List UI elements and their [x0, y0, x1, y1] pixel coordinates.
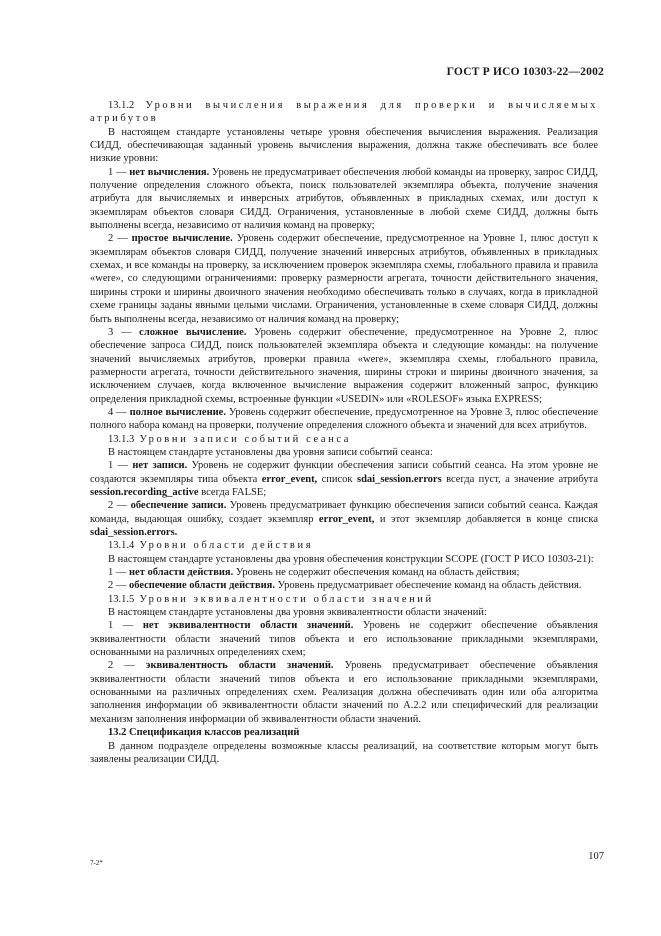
page-number: 107: [588, 851, 604, 862]
paragraph-intro-evaluation-levels: В настоящем стандарте установлены четыре уровня обеспечения вычисления выражения. Реализация СИДД, обеспечивающая заданный уровень вычисления выражения, должна также обеспечивать все более низкие уровни:: [90, 126, 598, 165]
list-item-no-scope: 1 — нет области действия. Уровень не содержит обеспечения команд на область действия;: [108, 567, 520, 579]
list-item-no-recording: 1 — нет записи. Уровень не содержит функции обеспечения записи событий сеанса. На этом уровне не создаются экземпляры типа объекта error_event, список sdai_session.errors всегда пуст, а значение атрибута session.recording_active всегда FALSE;: [90, 460, 598, 498]
subsection-heading-13-1-4: 13.1.4 Уровни области действия: [108, 540, 314, 552]
subsection-heading-13-1-5: 13.1.5 Уровни эквивалентности области значений: [108, 593, 434, 605]
subsection-heading-13-1-3: 13.1.3 Уровни записи событий сеанса: [108, 433, 351, 445]
list-item-simple-evaluation: 2 — простое вычисление. Уровень содержит обеспечение, предусмотренное на Уровне 1, плюс доступ к экземплярам объектов словаря СИДД, получение значений инверсных атрибутов, объявленных в прикладных схемах, и все команды на проверку, за исключением проверок экземпляра схемы, глобального правила и правила «were», со следующими ограничениями: проверку размерности агрегата, точности действительного значения, ширины строки и ширины двоичного значения необходимо обеспечивать только в случаях, когда в прикладной схеме границы заданы явными целыми числами. Ограничения, установленные в схеме словаря СИДД, должны быть выполнены всегда, независимо от наличия команд на проверку;: [90, 233, 598, 325]
list-item-no-evaluation: 1 — нет вычисления. Уровень не предусматривает обеспечения любой команды на проверку, запрос СИДД, получение определения сложного объекта, поиск пользователей экземпляра объекта, получение значения атрибута для вычисляемых и инверсных атрибутов, объявленных в прикладных схемах, или доступ к экземплярам объектов словаря СИДД. Ограничения, установленные в любой схеме СИДД, должны быть выполнены всегда, независимо от наличия команд на проверку;: [90, 166, 599, 232]
subsection-heading-13-1-2: 13.1.2 Уровни вычисления выражения для проверки и вычисляемых атрибутов: [90, 100, 598, 125]
paragraph-intro-scope-levels: В настоящем стандарте установлены два уровня обеспечения конструкции SCOPE (ГОСТ Р ИСО 10303-21):: [108, 553, 594, 565]
paragraph-intro-domain-equivalence: В настоящем стандарте установлены два уровня эквивалентности области значений:: [108, 607, 487, 619]
footer-signature-mark: 7-2*: [90, 859, 103, 867]
list-item-no-domain-equivalence: 1 — нет эквивалентности области значений. Уровень не содержит обеспечение объявления эквивалентности области значений типов объекта и его использование прикладными экземплярами, основанными на различных определениях схем;: [90, 620, 599, 659]
document-body: [90, 99, 598, 766]
list-item-complex-evaluation: 3 — сложное вычисление. Уровень содержит обеспечение, предусмотренное на Уровне 2, плюс обеспечение запроса СИДД, поиск пользователей экземпляра объекта и следующие команды: на получение значений вычисляемых атрибутов, проверки правила «were», экземпляра схемы, глобального правила, размерности агрегата, точности действительного значения, ширины строки и ширины двоичного значения, за исключением случаев, когда включенное вычисление выражения содержит вложенный запрос, функцию определения прикладной схемы, встроенные функции «USEDIN» или «ROLESOF» языка EXPRESS;: [90, 326, 598, 405]
paragraph-intro-recording-levels: В настоящем стандарте установлены два уровня записи событий сеанса:: [108, 446, 433, 458]
list-item-scope-support: 2 — обеспечение области действия. Уровень предусматривает обеспечение команд на область действия.: [108, 580, 582, 592]
section-heading-13-2: 13.2 Спецификация классов реализаций: [108, 727, 300, 739]
list-item-recording-support: 2 — обеспечение записи. Уровень предусматривает функцию обеспечения записи событий сеанса. Каждая команда, выдающая ошибку, создает экземпляр error_event, и этот экземпляр добавляется в конце списка sdai_session.errors.: [90, 500, 599, 538]
list-item-domain-equivalence: 2 — эквивалентность области значений. Уровень предусматривает обеспечение объявления эквивалентности области значений типов объекта и его использование прикладными экземплярами, основанными на различных определениях схем. Реализация должна обеспечивать один или оба алгоритма заполнения информации об эквивалентности области значений по А.2.2 или специфический для реализации механизм заполнения информации об эквивалентности области значений.: [90, 660, 598, 725]
page-header: ГОСТ Р ИСО 10303-22—2002: [446, 66, 604, 78]
list-item-full-evaluation: 4 — полное вычисление. Уровень содержит обеспечение, предусмотренное на Уровне 3, плюс обеспечение полного набора команд на проверки, получение определения сложного объекта и значений для всех атрибутов.: [90, 406, 599, 432]
paragraph-implementation-classes: В данном подразделе определены возможные классы реализаций, на соответствие которым могут быть заявлены реализации СИДД.: [90, 740, 598, 765]
